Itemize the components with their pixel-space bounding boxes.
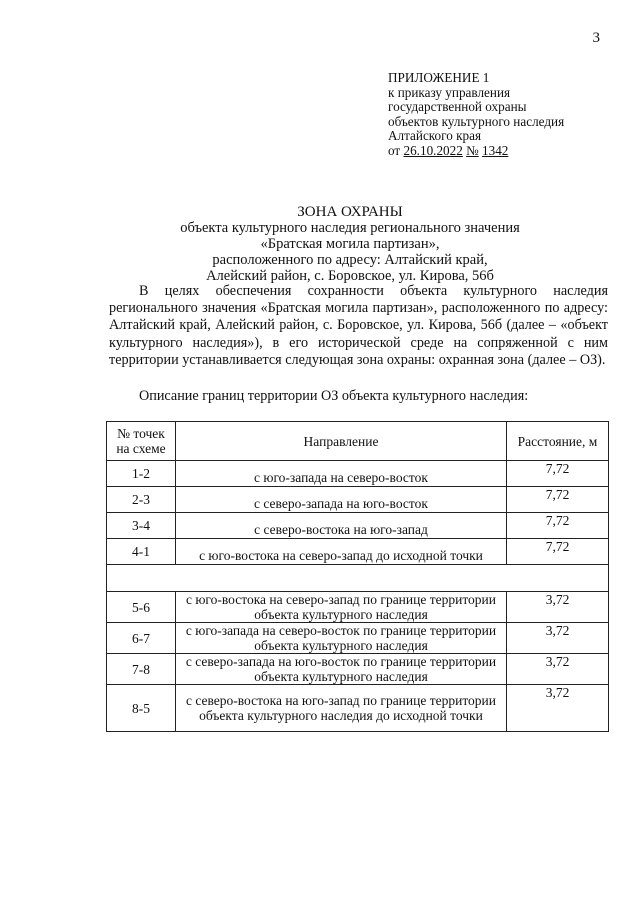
cell-direction: с северо-запада на юго-восток по границе территории объекта культурного наследия	[176, 654, 507, 685]
title-line: расположенного по адресу: Алтайский край,	[212, 252, 488, 268]
cell-direction: с юго-востока на северо-запад по границе территории объекта культурного наследия	[176, 592, 507, 623]
title-line: объекта культурного наследия регионального значения	[180, 220, 520, 236]
header-distance: Расстояние, м	[507, 422, 609, 461]
cell-direction: с северо-запада на юго-восток	[176, 487, 507, 513]
header-points: № точек на схеме	[107, 422, 176, 461]
table-header-row	[107, 422, 609, 461]
appendix-line: объектов культурного наследия	[388, 113, 565, 129]
number-prefix: №	[466, 142, 479, 158]
cell-points: 7-8	[107, 654, 176, 685]
cell-points: 3-4	[107, 513, 176, 539]
cell-distance: 7,72	[507, 461, 609, 487]
cell-direction: с юго-востока на северо-запад до исходной точки	[176, 539, 507, 565]
table-row	[107, 487, 609, 513]
order-number: 1342	[482, 142, 509, 158]
boundaries-table	[106, 421, 609, 732]
table-row	[107, 539, 609, 565]
order-date: 26.10.2022	[403, 142, 463, 158]
appendix-line: Алтайского края	[388, 128, 482, 143]
appendix-line: к приказу управления	[388, 84, 511, 100]
cell-points: 4-1	[107, 539, 176, 565]
cell-direction: с северо-востока на юго-запад по границе территории объекта культурного наследия до исходной точки	[176, 685, 507, 732]
cell-points: 2-3	[107, 487, 176, 513]
cell-distance: 3,72	[507, 654, 609, 685]
cell-points: 1-2	[107, 461, 176, 487]
cell-distance: 7,72	[507, 487, 609, 513]
intro-paragraph: В целях обеспечения сохранности объекта культурного наследия регионального значения «Братская могила партизан», расположенного по адресу: Алтайский край, Алейский район, с. Боровское, ул. Кирова, 56б (далее – «объект культурного наследия»), в его исторической среде на сопряженной с ним территории устанавливается следующая зона охраны: охранная зона (далее – ОЗ).	[109, 283, 608, 368]
cell-direction: с юго-запада на северо-восток по границе территории объекта культурного наследия	[176, 623, 507, 654]
page-number: 3	[592, 30, 600, 46]
appendix-order-ref	[388, 144, 564, 159]
table-separator-row	[107, 565, 609, 592]
table-row	[107, 592, 609, 623]
title-line: Алейский район, с. Боровское, ул. Кирова, 56б	[206, 268, 494, 284]
cell-distance: 3,72	[507, 592, 609, 623]
cell-distance: 7,72	[507, 539, 609, 565]
cell-points: 6-7	[107, 623, 176, 654]
table-caption: Описание границ территории ОЗ объекта культурного наследия:	[139, 388, 529, 404]
document-title-block	[120, 204, 580, 284]
cell-direction: с юго-запада на северо-восток	[176, 461, 507, 487]
empty-separator-cell	[107, 565, 609, 592]
cell-distance: 7,72	[507, 513, 609, 539]
table-row	[107, 654, 609, 685]
cell-distance: 3,72	[507, 685, 609, 732]
table-row	[107, 623, 609, 654]
header-direction: Направление	[176, 422, 507, 461]
cell-points: 8-5	[107, 685, 176, 732]
title-line: «Братская могила партизан»,	[260, 236, 440, 252]
appendix-line: государственной охраны	[388, 99, 527, 114]
cell-points: 5-6	[107, 592, 176, 623]
cell-distance: 3,72	[507, 623, 609, 654]
table-row	[107, 461, 609, 487]
document-title: ЗОНА ОХРАНЫ	[297, 204, 403, 220]
date-prefix: от	[388, 142, 404, 158]
table-row	[107, 685, 609, 732]
body-text	[109, 283, 608, 369]
appendix-title: ПРИЛОЖЕНИЕ 1	[388, 70, 490, 85]
appendix-header	[388, 71, 564, 158]
table-row	[107, 513, 609, 539]
cell-direction: с северо-востока на юго-запад	[176, 513, 507, 539]
